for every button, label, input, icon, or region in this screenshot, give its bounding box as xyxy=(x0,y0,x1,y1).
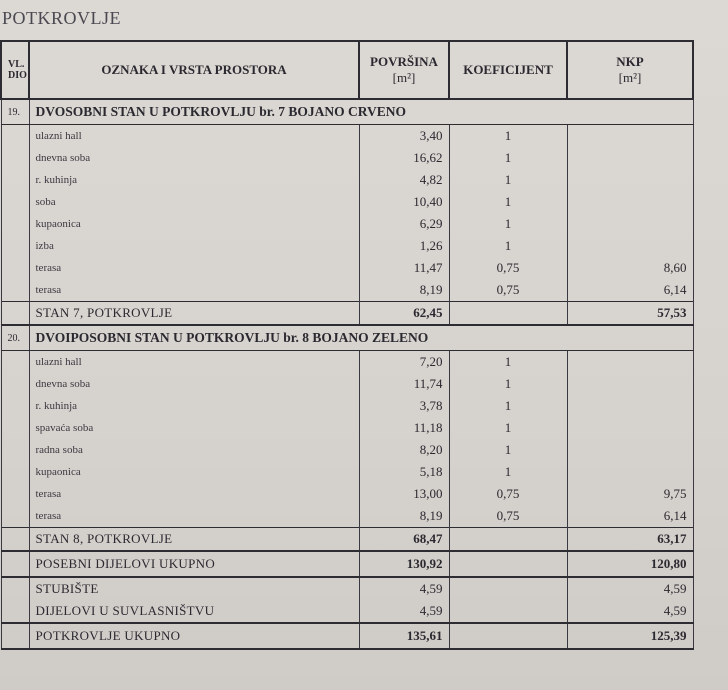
room-nkp: 9,75 xyxy=(567,483,693,505)
room-nkp xyxy=(567,439,693,461)
room-coef: 1 xyxy=(449,169,567,191)
room-area: 1,26 xyxy=(359,235,449,257)
room-coef: 1 xyxy=(449,373,567,395)
room-area: 5,18 xyxy=(359,461,449,483)
posebni-nkp: 120,80 xyxy=(567,551,693,577)
room-name: r. kuhinja xyxy=(29,395,359,417)
table-row xyxy=(1,169,693,191)
table-header-row xyxy=(1,41,693,99)
ukupno-label: POTKROVLJE UKUPNO xyxy=(29,623,359,649)
room-nkp: 6,14 xyxy=(567,279,693,302)
unit8-number: 20. xyxy=(1,325,29,351)
table-row xyxy=(1,505,693,528)
room-nkp: 6,14 xyxy=(567,505,693,528)
room-name: soba xyxy=(29,191,359,213)
room-area: 8,19 xyxy=(359,505,449,528)
room-area: 3,78 xyxy=(359,395,449,417)
table-row xyxy=(1,461,693,483)
table-row xyxy=(1,351,693,374)
room-area: 11,74 xyxy=(359,373,449,395)
unit8-total-area: 68,47 xyxy=(359,528,449,552)
suvlasnistvo-label: DIJELOVI U SUVLASNIŠTVU xyxy=(29,600,359,623)
stubiste-nkp: 4,59 xyxy=(567,577,693,600)
unit8-total-row xyxy=(1,528,693,552)
room-nkp xyxy=(567,169,693,191)
room-coef: 1 xyxy=(449,395,567,417)
room-name: terasa xyxy=(29,483,359,505)
room-name: ulazni hall xyxy=(29,125,359,148)
room-nkp xyxy=(567,417,693,439)
room-area: 13,00 xyxy=(359,483,449,505)
room-nkp xyxy=(567,351,693,374)
room-coef: 1 xyxy=(449,351,567,374)
table-row xyxy=(1,213,693,235)
room-coef: 1 xyxy=(449,125,567,148)
room-nkp: 8,60 xyxy=(567,257,693,279)
room-coef: 1 xyxy=(449,439,567,461)
posebni-label: POSEBNI DIJELOVI UKUPNO xyxy=(29,551,359,577)
unit8-total-label: STAN 8, POTKROVLJE xyxy=(29,528,359,552)
room-coef: 0,75 xyxy=(449,505,567,528)
ukupno-row xyxy=(1,623,693,649)
room-name: r. kuhinja xyxy=(29,169,359,191)
stubiste-area: 4,59 xyxy=(359,577,449,600)
room-nkp xyxy=(567,125,693,148)
table-row xyxy=(1,373,693,395)
room-nkp xyxy=(567,235,693,257)
suvlasnistvo-row xyxy=(1,600,693,623)
header-nkp xyxy=(567,41,693,99)
table-row xyxy=(1,395,693,417)
room-name: ulazni hall xyxy=(29,351,359,374)
room-area: 10,40 xyxy=(359,191,449,213)
room-name: spavaća soba xyxy=(29,417,359,439)
room-name: kupaonica xyxy=(29,213,359,235)
unit7-section-row xyxy=(1,99,693,125)
table-row xyxy=(1,257,693,279)
table-row xyxy=(1,235,693,257)
room-area: 8,19 xyxy=(359,279,449,302)
stubiste-row xyxy=(1,577,693,600)
posebni-area: 130,92 xyxy=(359,551,449,577)
header-area-unit: [m²] xyxy=(392,70,416,85)
table-row xyxy=(1,439,693,461)
header-dio: VL. DIO xyxy=(1,41,29,99)
room-coef: 1 xyxy=(449,461,567,483)
page-title: POTKROVLJE xyxy=(2,8,122,28)
room-name: kupaonica xyxy=(29,461,359,483)
room-area: 8,20 xyxy=(359,439,449,461)
room-area: 11,18 xyxy=(359,417,449,439)
unit8-section-row xyxy=(1,325,693,351)
room-name: izba xyxy=(29,235,359,257)
room-name: terasa xyxy=(29,279,359,302)
header-nkp-label: NKP xyxy=(616,54,644,69)
room-area: 11,47 xyxy=(359,257,449,279)
unit7-total-row xyxy=(1,302,693,326)
ukupno-nkp: 125,39 xyxy=(567,623,693,649)
table-row xyxy=(1,125,693,148)
room-nkp xyxy=(567,147,693,169)
room-area: 7,20 xyxy=(359,351,449,374)
table-row xyxy=(1,483,693,505)
header-coef: KOEFICIJENT xyxy=(449,41,567,99)
room-name: terasa xyxy=(29,505,359,528)
posebni-total-row xyxy=(1,551,693,577)
room-area: 16,62 xyxy=(359,147,449,169)
room-coef: 0,75 xyxy=(449,279,567,302)
room-name: dnevna soba xyxy=(29,147,359,169)
table-row xyxy=(1,191,693,213)
table-row xyxy=(1,417,693,439)
header-area-label: POVRŠINA xyxy=(370,54,438,69)
header-nkp-unit: [m²] xyxy=(618,70,642,85)
room-nkp xyxy=(567,395,693,417)
suvlasnistvo-nkp: 4,59 xyxy=(567,600,693,623)
room-nkp xyxy=(567,191,693,213)
table-row xyxy=(1,279,693,302)
room-nkp xyxy=(567,213,693,235)
room-coef: 1 xyxy=(449,191,567,213)
room-name: dnevna soba xyxy=(29,373,359,395)
room-nkp xyxy=(567,373,693,395)
area-table xyxy=(0,40,694,650)
suvlasnistvo-area: 4,59 xyxy=(359,600,449,623)
ukupno-area: 135,61 xyxy=(359,623,449,649)
unit7-total-label: STAN 7, POTKROVLJE xyxy=(29,302,359,326)
room-area: 6,29 xyxy=(359,213,449,235)
unit8-title: DVOIPOSOBNI STAN U POTKROVLJU br. 8 BOJANO ZELENO xyxy=(29,325,693,351)
room-area: 3,40 xyxy=(359,125,449,148)
room-coef: 0,75 xyxy=(449,483,567,505)
unit7-number: 19. xyxy=(1,99,29,125)
header-name: OZNAKA I VRSTA PROSTORA xyxy=(29,41,359,99)
room-area: 4,82 xyxy=(359,169,449,191)
room-coef: 1 xyxy=(449,213,567,235)
room-coef: 1 xyxy=(449,147,567,169)
unit7-total-nkp: 57,53 xyxy=(567,302,693,326)
unit7-title: DVOSOBNI STAN U POTKROVLJU br. 7 BOJANO CRVENO xyxy=(29,99,693,125)
unit7-total-area: 62,45 xyxy=(359,302,449,326)
room-coef: 0,75 xyxy=(449,257,567,279)
header-area xyxy=(359,41,449,99)
room-name: terasa xyxy=(29,257,359,279)
room-coef: 1 xyxy=(449,235,567,257)
stubiste-label: STUBIŠTE xyxy=(29,577,359,600)
table-row xyxy=(1,147,693,169)
room-nkp xyxy=(567,461,693,483)
room-name: radna soba xyxy=(29,439,359,461)
room-coef: 1 xyxy=(449,417,567,439)
unit8-total-nkp: 63,17 xyxy=(567,528,693,552)
